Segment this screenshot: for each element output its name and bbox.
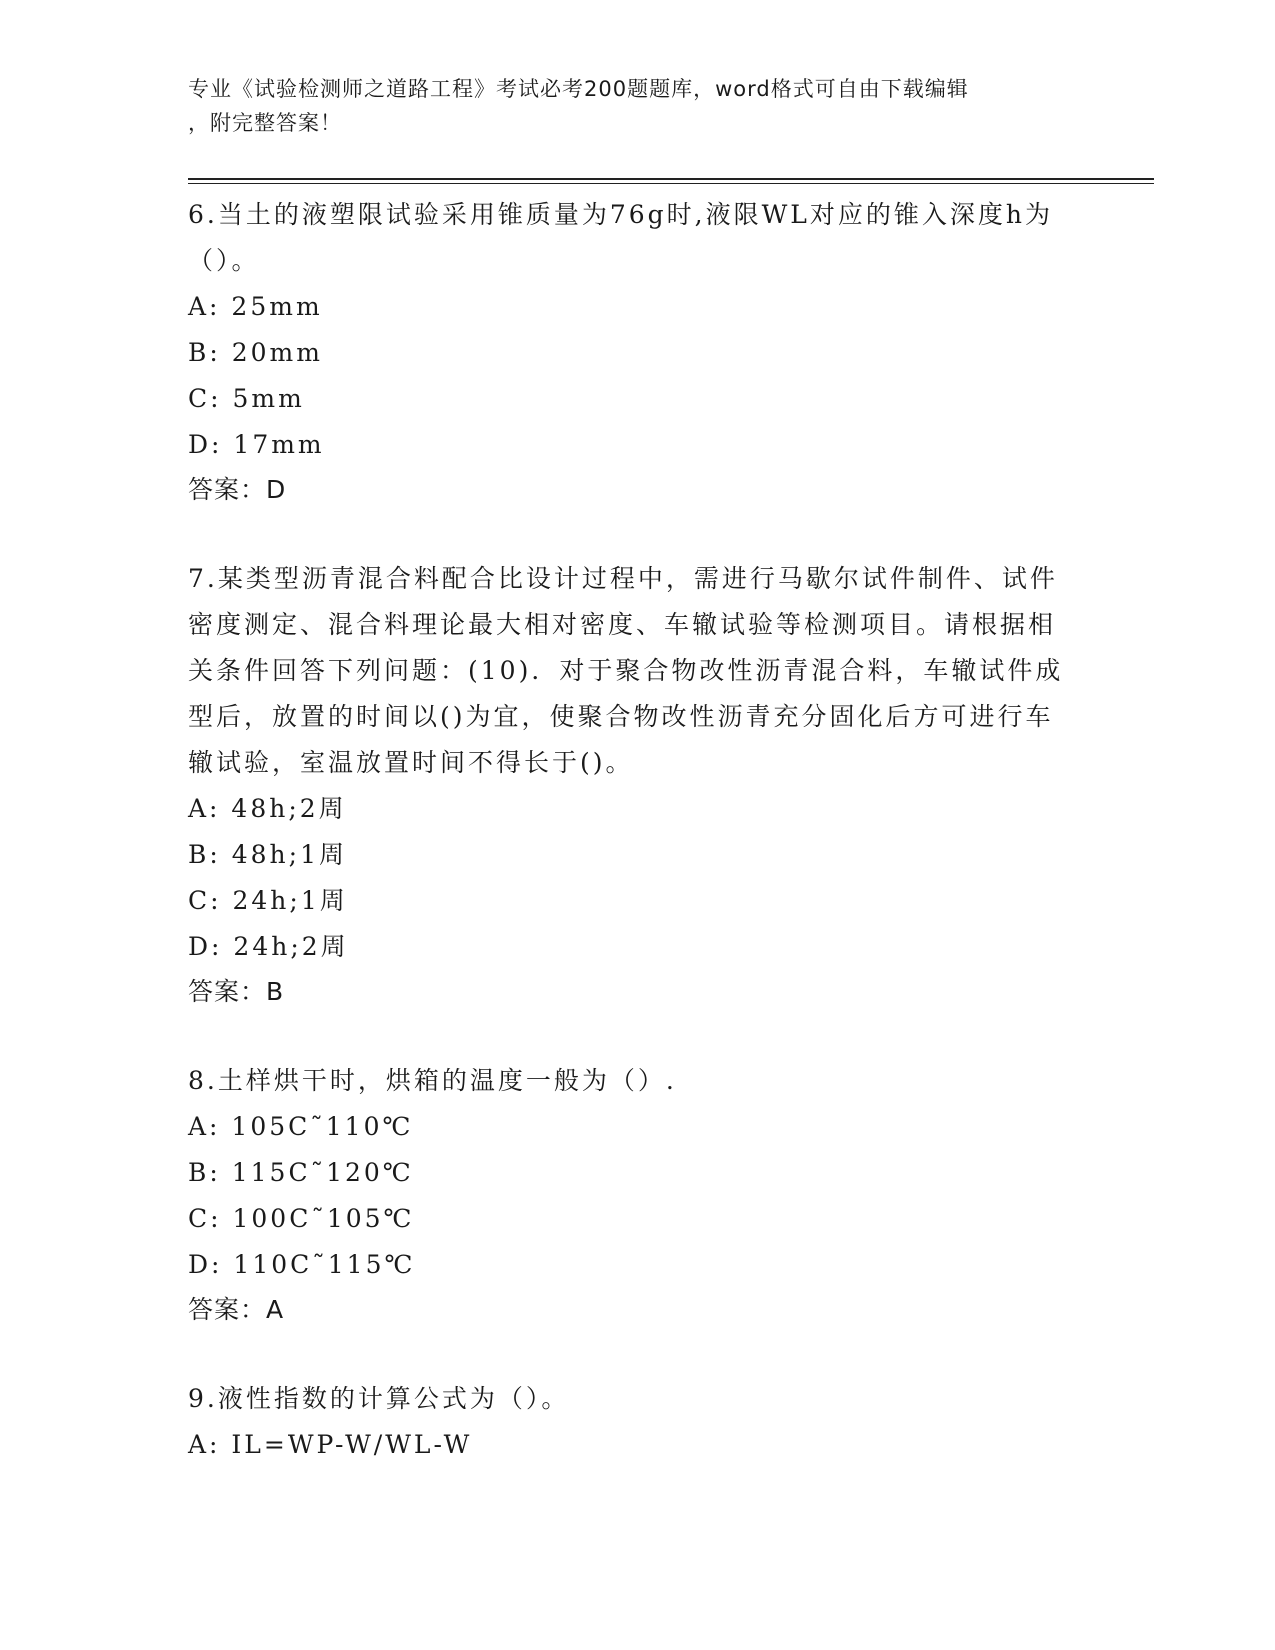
header-line-2: ，附完整答案！: [188, 111, 342, 135]
option-d: D: 110C˜115℃: [188, 1250, 416, 1279]
header-divider-thick: [188, 178, 1154, 180]
question-stem: 6.当土的液塑限试验采用锥质量为76g时,液限WL对应的锥入深度h为（）。: [188, 200, 1054, 275]
question-9: [188, 1376, 1068, 1468]
option-c: C: 5mm: [188, 384, 305, 413]
option-c: C: 24h;1周: [188, 886, 348, 915]
question-stem: 8.土样烘干时，烘箱的温度一般为（）.: [188, 1066, 677, 1095]
question-8: [188, 1058, 1068, 1332]
option-b: B: 115C˜120℃: [188, 1158, 414, 1187]
option-c: C: 100C˜105℃: [188, 1204, 415, 1233]
answer-label: 答案：D: [188, 475, 287, 504]
option-a: A: 105C˜110℃: [188, 1112, 414, 1141]
option-d: D: 17mm: [188, 430, 325, 459]
answer-label: 答案：B: [188, 977, 285, 1006]
document-header: [188, 72, 1068, 140]
header-line-1: 专业《试验检测师之道路工程》考试必考200题题库，word格式可自由下载编辑: [188, 77, 969, 101]
question-6: [188, 192, 1068, 512]
option-a: A: 25mm: [188, 292, 323, 321]
answer-label: 答案：A: [188, 1295, 285, 1324]
question-list: [188, 192, 1068, 1512]
question-stem: 7.某类型沥青混合料配合比设计过程中，需进行马歇尔试件制件、试件密度测定、混合料理论最大相对密度、车辙试验等检测项目。请根据相关条件回答下列问题：(10)．对于聚合物改性沥青混合料，车辙试件成型后，放置的时间以()为宜，使聚合物改性沥青充分固化后方可进行车辙试验，室温放置时间不得长于()。: [188, 564, 1064, 777]
option-a: A: 48h;2周: [188, 794, 347, 823]
question-stem: 9.液性指数的计算公式为（）。: [188, 1384, 570, 1413]
option-a: A: IL=WP-W/WL-W: [188, 1430, 473, 1459]
option-b: B: 48h;1周: [188, 840, 347, 869]
option-b: B: 20mm: [188, 338, 323, 367]
option-d: D: 24h;2周: [188, 932, 349, 961]
question-7: [188, 556, 1068, 1014]
header-divider-thin: [188, 183, 1154, 184]
